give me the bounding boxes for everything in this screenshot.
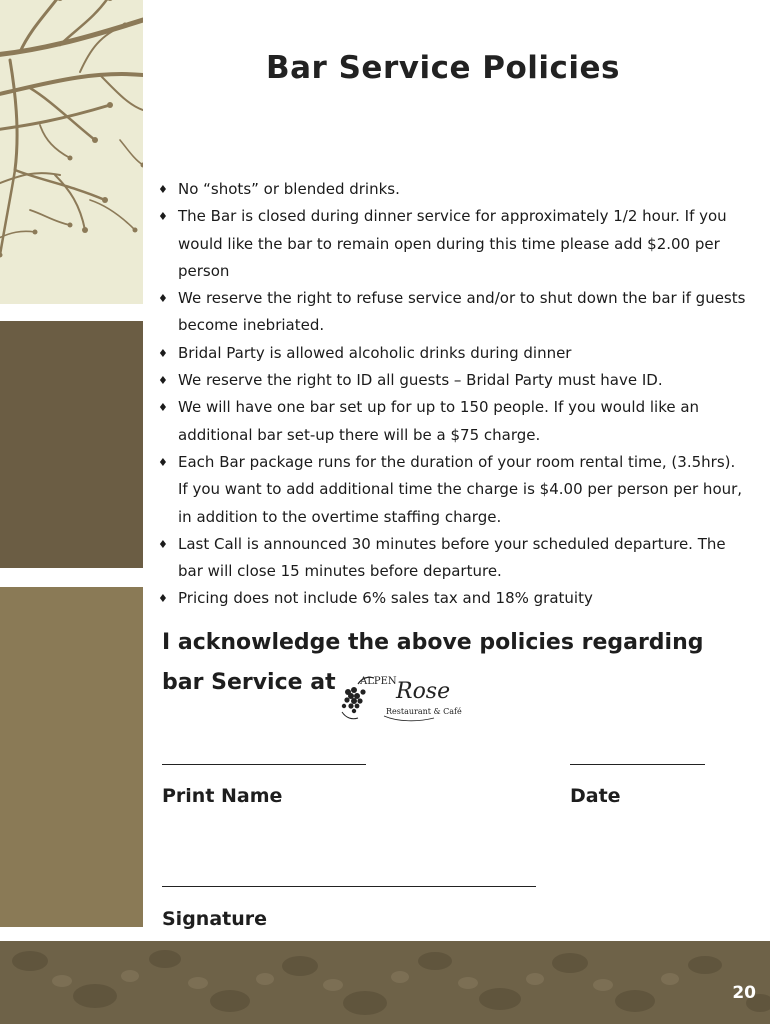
diamond-bullet-icon: ♦ bbox=[158, 592, 168, 606]
list-item bbox=[158, 203, 748, 285]
date-line[interactable] bbox=[570, 764, 705, 765]
brown-decor-block bbox=[0, 321, 143, 568]
alpen-rose-logo bbox=[338, 668, 468, 724]
list-item bbox=[158, 449, 748, 531]
list-item bbox=[158, 340, 748, 367]
list-item bbox=[158, 367, 748, 394]
logo-word-rose: Rose bbox=[396, 679, 451, 704]
list-item bbox=[158, 394, 748, 449]
list-item bbox=[158, 176, 748, 203]
tan-decor-block bbox=[0, 587, 143, 927]
logo-word-alpen: ALPEN bbox=[360, 676, 397, 687]
list-item bbox=[158, 531, 748, 586]
diamond-bullet-icon: ♦ bbox=[158, 455, 168, 469]
policy-text: We will have one bar set up for up to 150 people. If you would like an additional bar set-up there will be a $75 charge. bbox=[178, 398, 700, 444]
footer-pattern bbox=[0, 941, 770, 1024]
policies-list bbox=[158, 176, 748, 613]
page-number: 20 bbox=[732, 983, 756, 1003]
signature-line[interactable] bbox=[162, 886, 536, 887]
list-item bbox=[158, 285, 748, 340]
diamond-bullet-icon: ♦ bbox=[158, 183, 168, 196]
branch-decoration-panel bbox=[0, 0, 143, 304]
signature-label: Signature bbox=[162, 908, 268, 930]
diamond-bullet-icon: ♦ bbox=[158, 374, 168, 388]
policy-text: Pricing does not include 6% sales tax and 18% gratuity bbox=[178, 589, 593, 608]
policy-text: Last Call is announced 30 minutes before your scheduled departure. The bar will close 15 minutes before departure. bbox=[178, 534, 726, 581]
footer-pattern-band bbox=[0, 941, 770, 1024]
date-label: Date bbox=[570, 785, 621, 807]
logo-restaurant-cafe: Restaurant & Café bbox=[386, 707, 462, 716]
policy-text: We reserve the right to ID all guests – Bridal Party must have ID. bbox=[178, 371, 663, 390]
policy-text: Bridal Party is allowed alcoholic drinks during dinner bbox=[178, 343, 572, 362]
diamond-bullet-icon: ♦ bbox=[158, 537, 168, 551]
policy-text: Each Bar package runs for the duration of your room rental time, (3.5hrs). If you want to add additional time the charge is $4.00 per person per hour, in addition to the overtime staffing charge. bbox=[178, 452, 743, 526]
branch-illustration bbox=[0, 0, 143, 304]
diamond-bullet-icon: ♦ bbox=[158, 292, 168, 306]
page-title: Bar Service Policies bbox=[265, 50, 621, 86]
policy-text: No “shots” or blended drinks. bbox=[178, 180, 400, 198]
diamond-bullet-icon: ♦ bbox=[158, 210, 168, 224]
policy-text: The Bar is closed during dinner service for approximately 1/2 hour. If you would like the bar to remain open during this time please add $2.00 per person bbox=[178, 207, 727, 280]
print-name-label: Print Name bbox=[162, 785, 283, 807]
acknowledgement-line-2: bar Service at bbox=[162, 670, 336, 695]
diamond-bullet-icon: ♦ bbox=[158, 401, 168, 415]
print-name-line[interactable] bbox=[162, 764, 366, 765]
diamond-bullet-icon: ♦ bbox=[158, 346, 168, 360]
list-item bbox=[158, 585, 748, 612]
acknowledgement-line-1: I acknowledge the above policies regarding bbox=[162, 630, 704, 655]
policy-text: We reserve the right to refuse service and/or to shut down the bar if guests become inebriated. bbox=[178, 289, 746, 335]
